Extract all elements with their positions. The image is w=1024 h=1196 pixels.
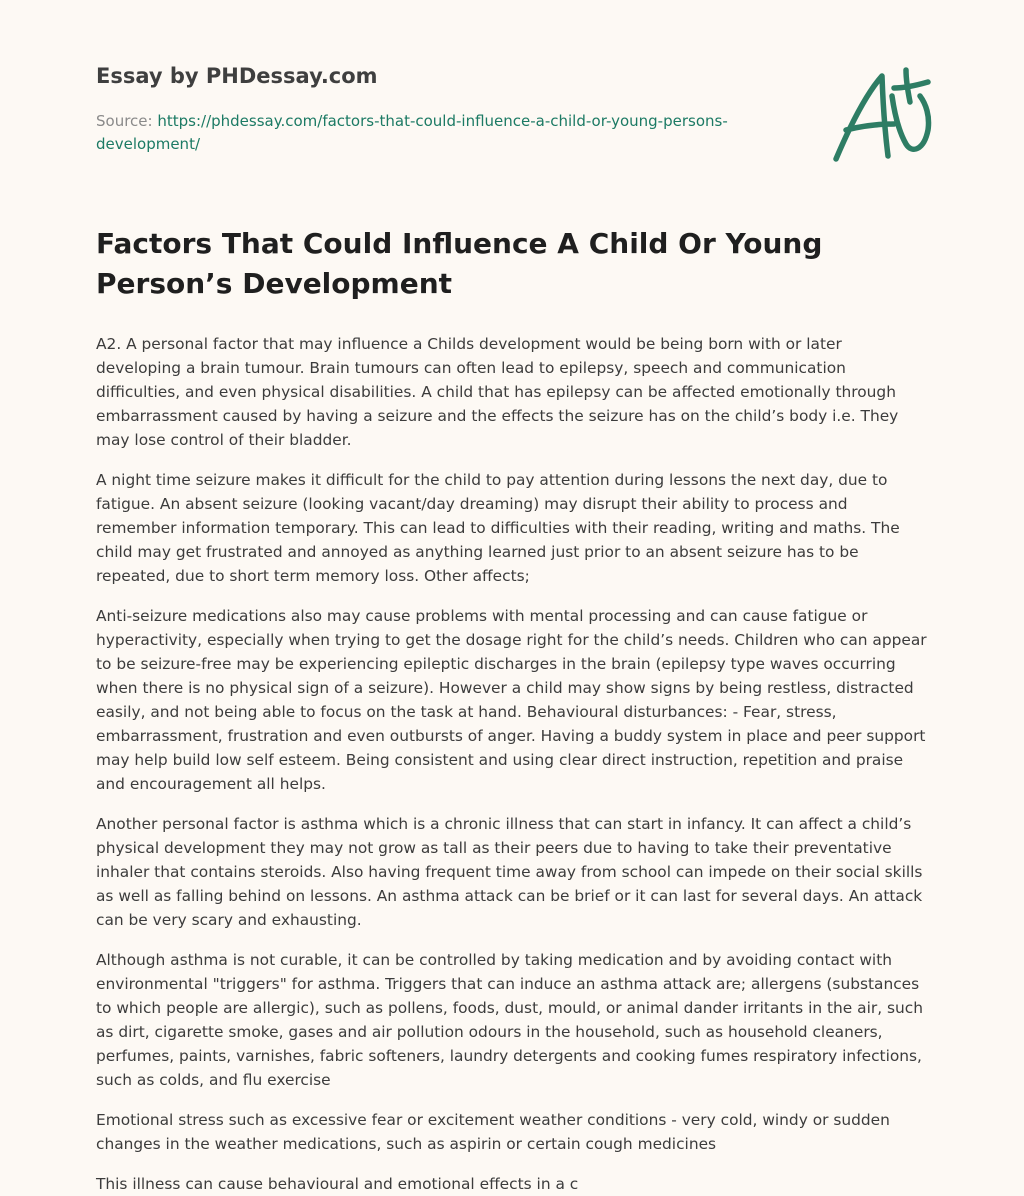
source-line [96,110,736,156]
article-title: Factors That Could Influence A Child Or Young Person’s Development [96,227,823,300]
article-paragraph: Another personal factor is asthma which is a chronic illness that can start in infancy. It can affect a child’s physical development they may not grow as tall as their peers due to having to take their preventative inhaler that contains steroids. Also having frequent time away from school can impede on their social skills as well as falling behind on lessons. An asthma attack can be brief or it can last for several days. An attack can be very scary and exhausting. [96,815,923,929]
a-plus-logo-icon [828,66,932,166]
article-paragraph: Although asthma is not curable, it can be controlled by taking medication and by avoiding contact with environmental "triggers" for asthma. Triggers that can induce an asthma attack are; allergens (substances to which people are allergic), such as pollens, foods, dust, mould, or animal dander irritants in the air, such as dirt, cigarette smoke, gases and air pollution odours in the household, such as household cleaners, perfumes, paints, varnishes, fabric softeners, laundry detergents and cooking fumes respiratory infections, such as colds, and flu exercise [96,951,923,1089]
article-paragraph: Emotional stress such as excessive fear or excitement weather conditions - very cold, windy or sudden changes in the weather medications, such as aspirin or certain cough medicines [96,1111,890,1153]
article-body [96,332,928,1196]
source-link[interactable]: https://phdessay.com/factors-that-could-influence-a-child-or-young-persons-development/ [96,112,728,153]
source-label: Source: [96,112,153,130]
article-paragraph: A night time seizure makes it difficult for the child to pay attention during lessons the next day, due to fatigue. An absent seizure (looking vacant/day dreaming) may disrupt their ability to process and remember information temporary. This can lead to difficulties with their reading, writing and maths. The child may get frustrated and annoyed as anything learned just prior to an absent seizure has to be repeated, due to short term memory loss. Other affects; [96,471,900,585]
article-paragraph: This illness can cause behavioural and emotional effects in a c [96,1175,579,1193]
site-brand: Essay by PHDessay.com [96,64,378,88]
article-paragraph: A2. A personal factor that may influence a Childs development would be being born with or later developing a brain tumour. Brain tumours can often lead to epilepsy, speech and communication difficulties, and even physical disabilities. A child that has epilepsy can be affected emotionally through embarrassment caused by having a seizure and the effects the seizure has on the child’s body i.e. They may lose control of their bladder. [96,335,899,449]
article-paragraph: Anti-seizure medications also may cause problems with mental processing and can cause fatigue or hyperactivity, especially when trying to get the dosage right for the child’s needs. Children who can appear to be seizure-free may be experiencing epileptic discharges in the brain (epilepsy type waves occurring when there is no physical sign of a seizure). However a child may show signs by being restless, distracted easily, and not being able to focus on the task at hand. Behavioural disturbances: - Fear, stress, embarrassment, frustration and even outbursts of anger. Having a buddy system in place and peer support may help build low self esteem. Being consistent and using clear direct instruction, repetition and praise and encouragement all helps. [96,607,927,793]
page-header [96,0,928,200]
